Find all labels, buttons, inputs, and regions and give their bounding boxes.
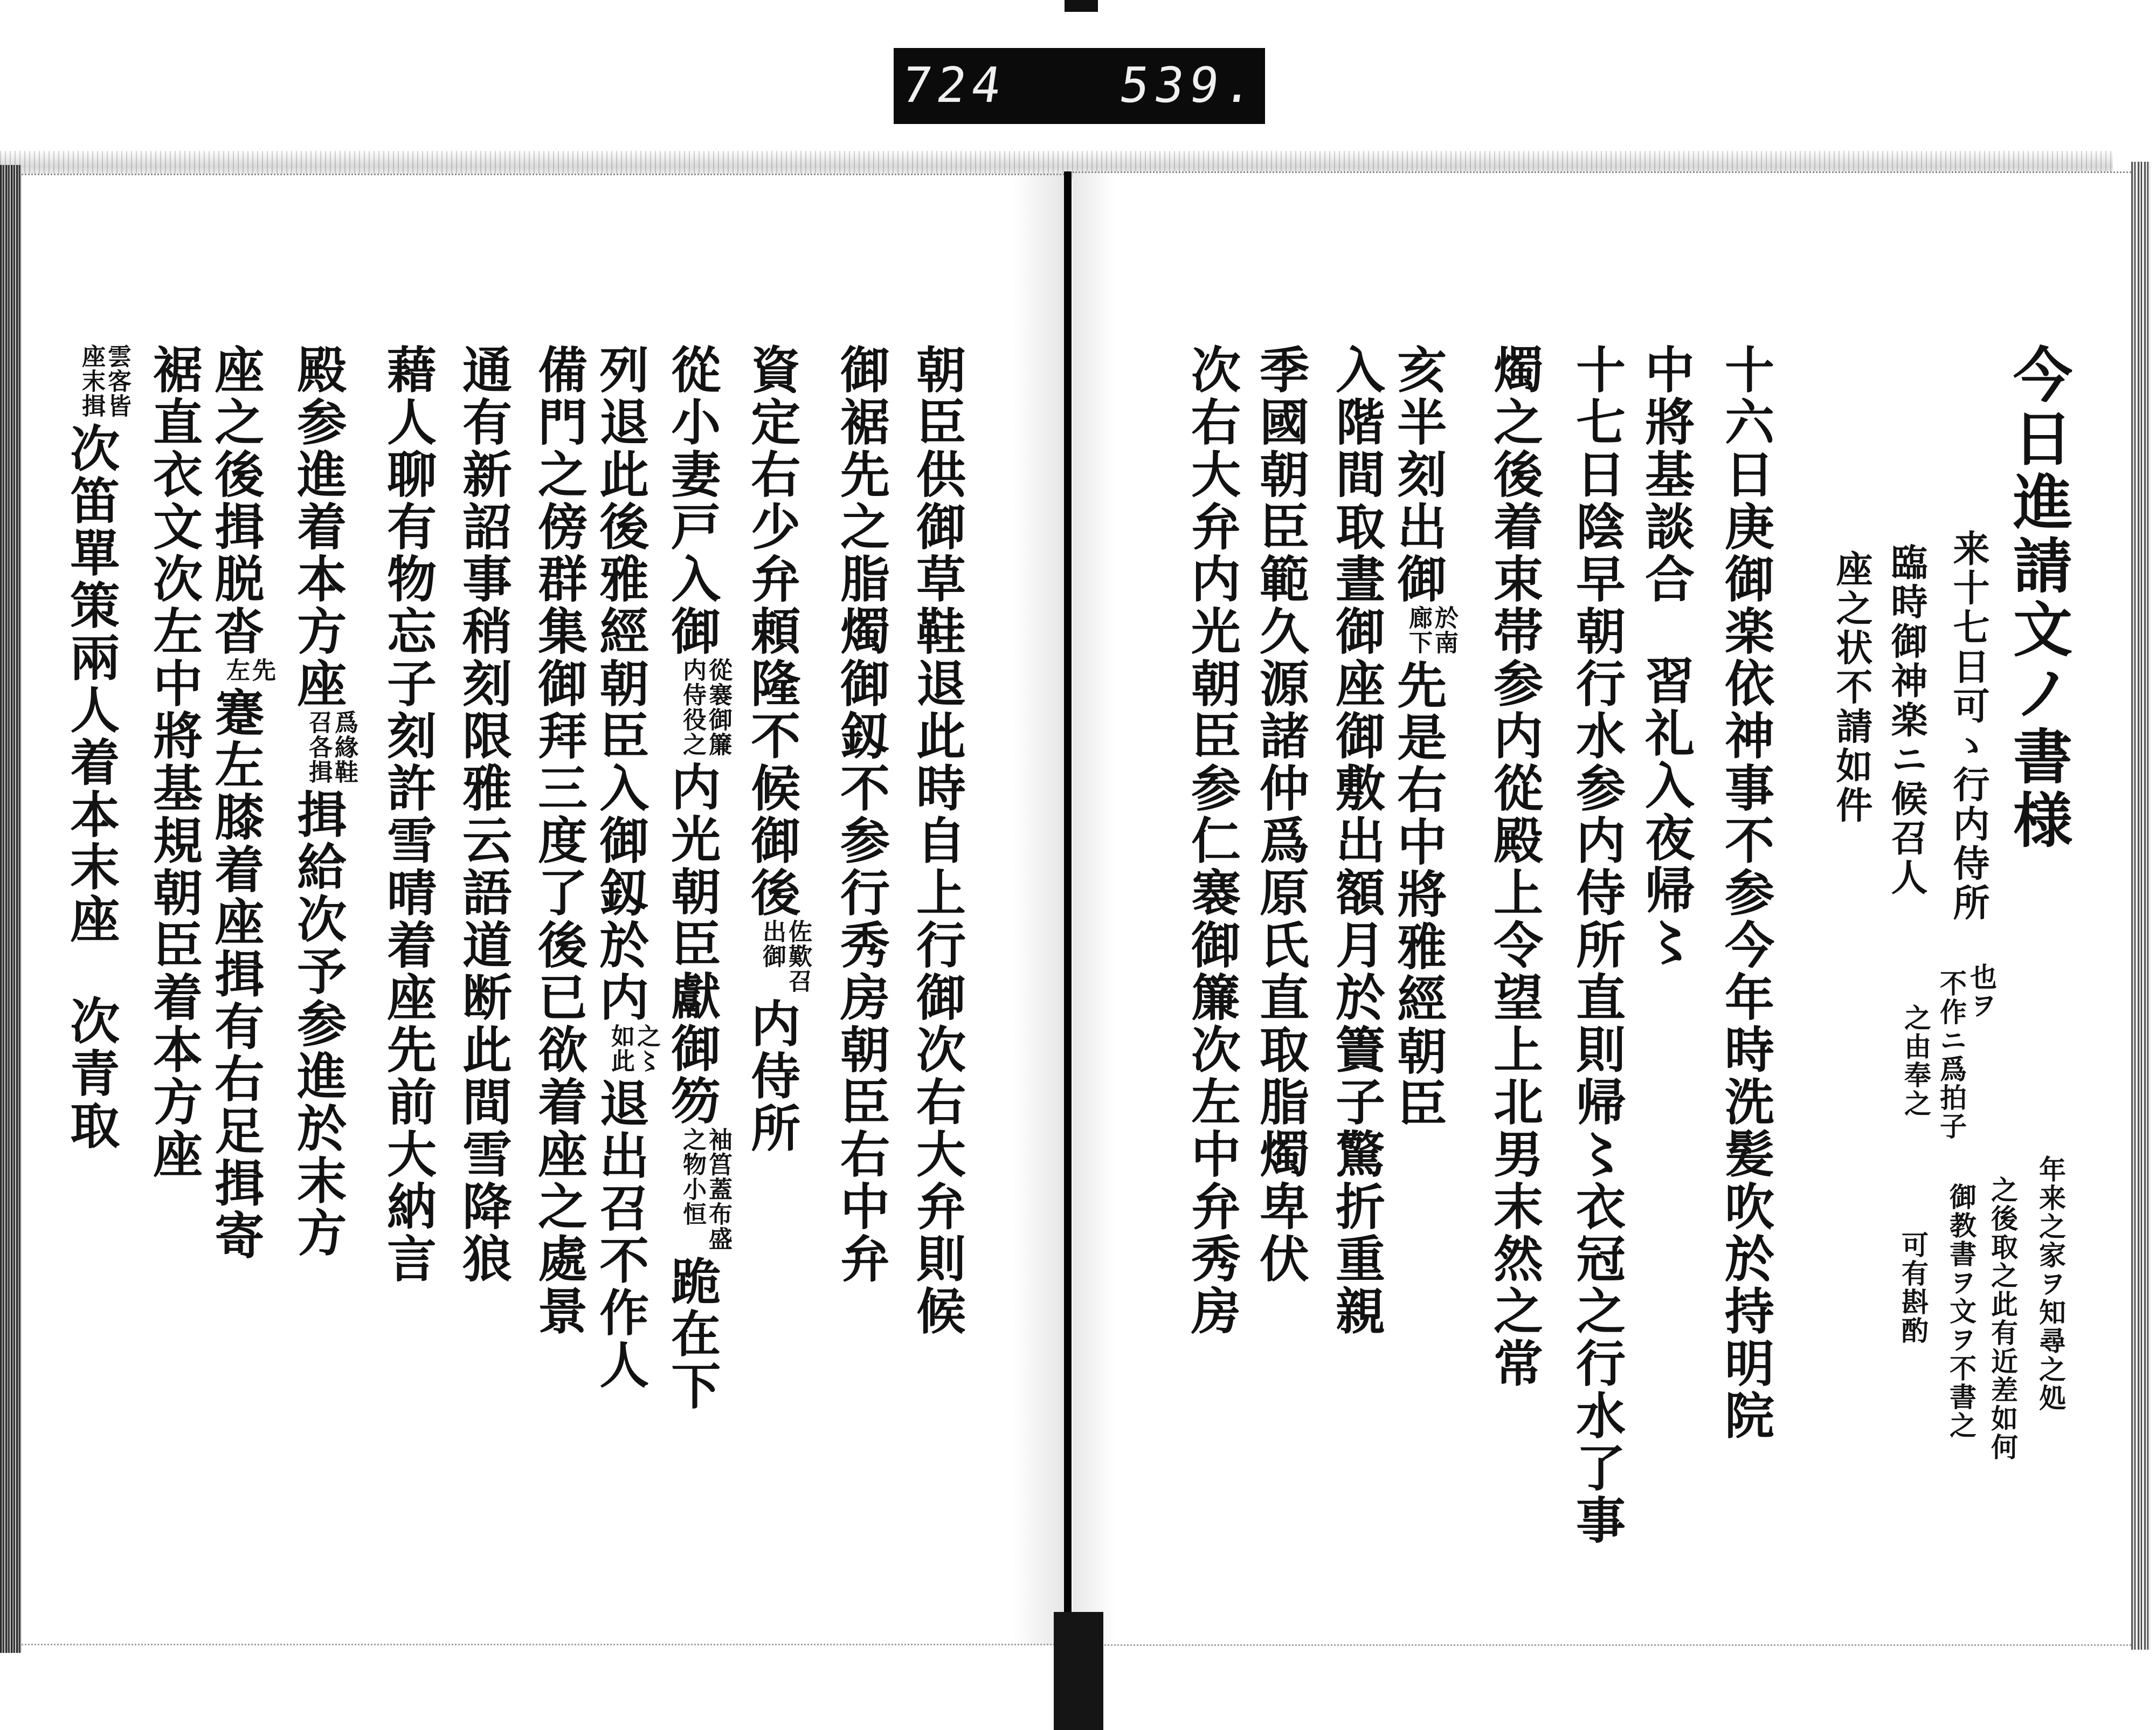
- column-gap: [88, 946, 94, 995]
- interlinear-note: 雲客皆座末揖: [78, 344, 131, 418]
- column-gap: [1663, 605, 1669, 655]
- marginal-note-a-1: 也ヲ: [1966, 963, 1998, 1020]
- form-line-1: 来十七日可ゝ行内侍所: [1947, 529, 1990, 923]
- interlinear-note: 爲緣鞋召各揖: [305, 710, 358, 784]
- right-column-2: [1637, 344, 1695, 969]
- column-text: 十六日庚御楽依神事不参今年時洗髪吹於持明院: [1717, 344, 1775, 1442]
- column-text: 習礼入夜帰〻: [1637, 655, 1695, 969]
- marginal-note-a-3: 之由奉之: [1900, 1004, 1932, 1118]
- column-text: 十七日陰早朝行水参内侍所直則帰〻衣冠之行水了事: [1568, 344, 1626, 1547]
- column-text: 次笛單策兩人着本末座: [62, 423, 121, 946]
- left-book-edge: [0, 165, 22, 1653]
- interlinear-note: 佐歎召出御: [758, 919, 812, 994]
- column-text: 裾直衣文次左中將基規朝臣着本方座: [145, 344, 203, 1181]
- interlinear-note: 先左: [222, 658, 275, 683]
- column-text: 先是右中將雅經朝臣: [1389, 659, 1448, 1130]
- left-column-11: [145, 344, 203, 1181]
- column-text: 中將基談合: [1637, 344, 1695, 605]
- frame-counter-left: 724: [898, 57, 1011, 114]
- right-column-3: [1568, 344, 1626, 1547]
- bottom-binding: [1054, 1612, 1103, 1730]
- left-column-12: [62, 344, 131, 1152]
- column-text: 内侍所: [743, 998, 801, 1155]
- left-column-4: [663, 344, 732, 1412]
- column-text: 亥半刻出御: [1389, 344, 1448, 605]
- column-text: 資定右少弁頼隆不候御後: [743, 344, 801, 919]
- interlinear-note: 於南廊下: [1405, 605, 1458, 655]
- column-text: 次青取: [62, 995, 121, 1152]
- right-column-5: [1389, 344, 1458, 1130]
- column-text: 次右大弁内光朝臣参仁褰御簾次左中弁秀房: [1183, 344, 1241, 1338]
- marginal-note-b-1: 年来之家ヲ知尋之処: [2035, 1155, 2067, 1412]
- column-text: 殿参進着本方座: [289, 344, 348, 710]
- form-line-2: 臨時御神楽ニ候召人: [1885, 543, 1928, 898]
- frame-counter-label: [894, 48, 1265, 124]
- column-text: 入階間取晝御座御敷出額月於簀子驚折重親: [1328, 344, 1386, 1338]
- column-text: 跪在下: [663, 1256, 722, 1412]
- left-column-9: [289, 344, 358, 1259]
- left-column-6: [530, 344, 588, 1338]
- left-column-2: [832, 344, 890, 1285]
- right-column-4: [1485, 344, 1544, 1390]
- interlinear-note: 從褰御簾内侍役之: [679, 658, 732, 757]
- column-text: 列退此後雅經朝臣入御釼於内: [591, 344, 650, 1024]
- column-text: 燭之後着束帯参内從殿上令望上北男末然之常: [1485, 344, 1544, 1390]
- column-text: 座之後揖脱沓: [206, 344, 265, 658]
- gutter-line: [1064, 171, 1072, 1730]
- column-text: 通有新詔事稍刻限雅云語道断此間雪降狼: [454, 344, 513, 1285]
- right-column-7: [1252, 344, 1310, 1285]
- left-column-7: [454, 344, 513, 1285]
- left-column-10: [206, 344, 275, 1262]
- interlinear-note: 袖筥蓋布盛之物小恒: [679, 1127, 732, 1251]
- marginal-note-a-2: 不作ニ爲拍子: [1936, 969, 1967, 1141]
- right-column-6: [1328, 344, 1386, 1338]
- frame-counter-right: 539.: [1116, 57, 1263, 114]
- form-line-3: 座之状不請如件: [1830, 550, 1873, 825]
- right-column-1: [1717, 344, 1775, 1442]
- marginal-note-b-4: 可有斟酌: [1897, 1231, 1929, 1345]
- column-text: 季國朝臣範久源諸仲爲原氏直取脂燭卑伏: [1252, 344, 1310, 1285]
- column-text: 揖給次予参進於末方: [289, 789, 348, 1259]
- right-column-8: [1183, 344, 1241, 1338]
- marginal-note-b-3: 御教書ヲ文ヲ不書之: [1945, 1183, 1977, 1440]
- column-text: 朝臣供御草鞋退此時自上行御次右大弁則候: [908, 344, 966, 1338]
- interlinear-note: 之〻如此: [607, 1024, 660, 1073]
- column-text: 蹇左膝着座揖有右足揖寄: [206, 687, 265, 1262]
- top-binding-mark: [1065, 0, 1098, 12]
- left-column-3: [743, 344, 812, 1155]
- left-column-8: [379, 344, 437, 1285]
- column-text: 退出召不作人: [591, 1078, 650, 1391]
- right-book-edge: [2131, 162, 2151, 1650]
- column-text: 備門之傍群集御拜三度了後已欲着座之處景: [530, 344, 588, 1338]
- column-text: 内光朝臣獻御笏: [663, 761, 722, 1127]
- column-text: 御裾先之脂燭御釼不参行秀房朝臣右中弁: [832, 344, 890, 1285]
- right-page-heading: 今日進請文ノ書様: [2003, 344, 2073, 853]
- left-column-5: [591, 344, 660, 1391]
- left-column-1: [908, 344, 966, 1338]
- column-text: 從小妻戸入御: [663, 344, 722, 658]
- column-text: 藉人聊有物忘子刻許雪晴着座先前大納言: [379, 344, 437, 1285]
- marginal-note-b-2: 之後取之此有近差如何: [1987, 1176, 2019, 1462]
